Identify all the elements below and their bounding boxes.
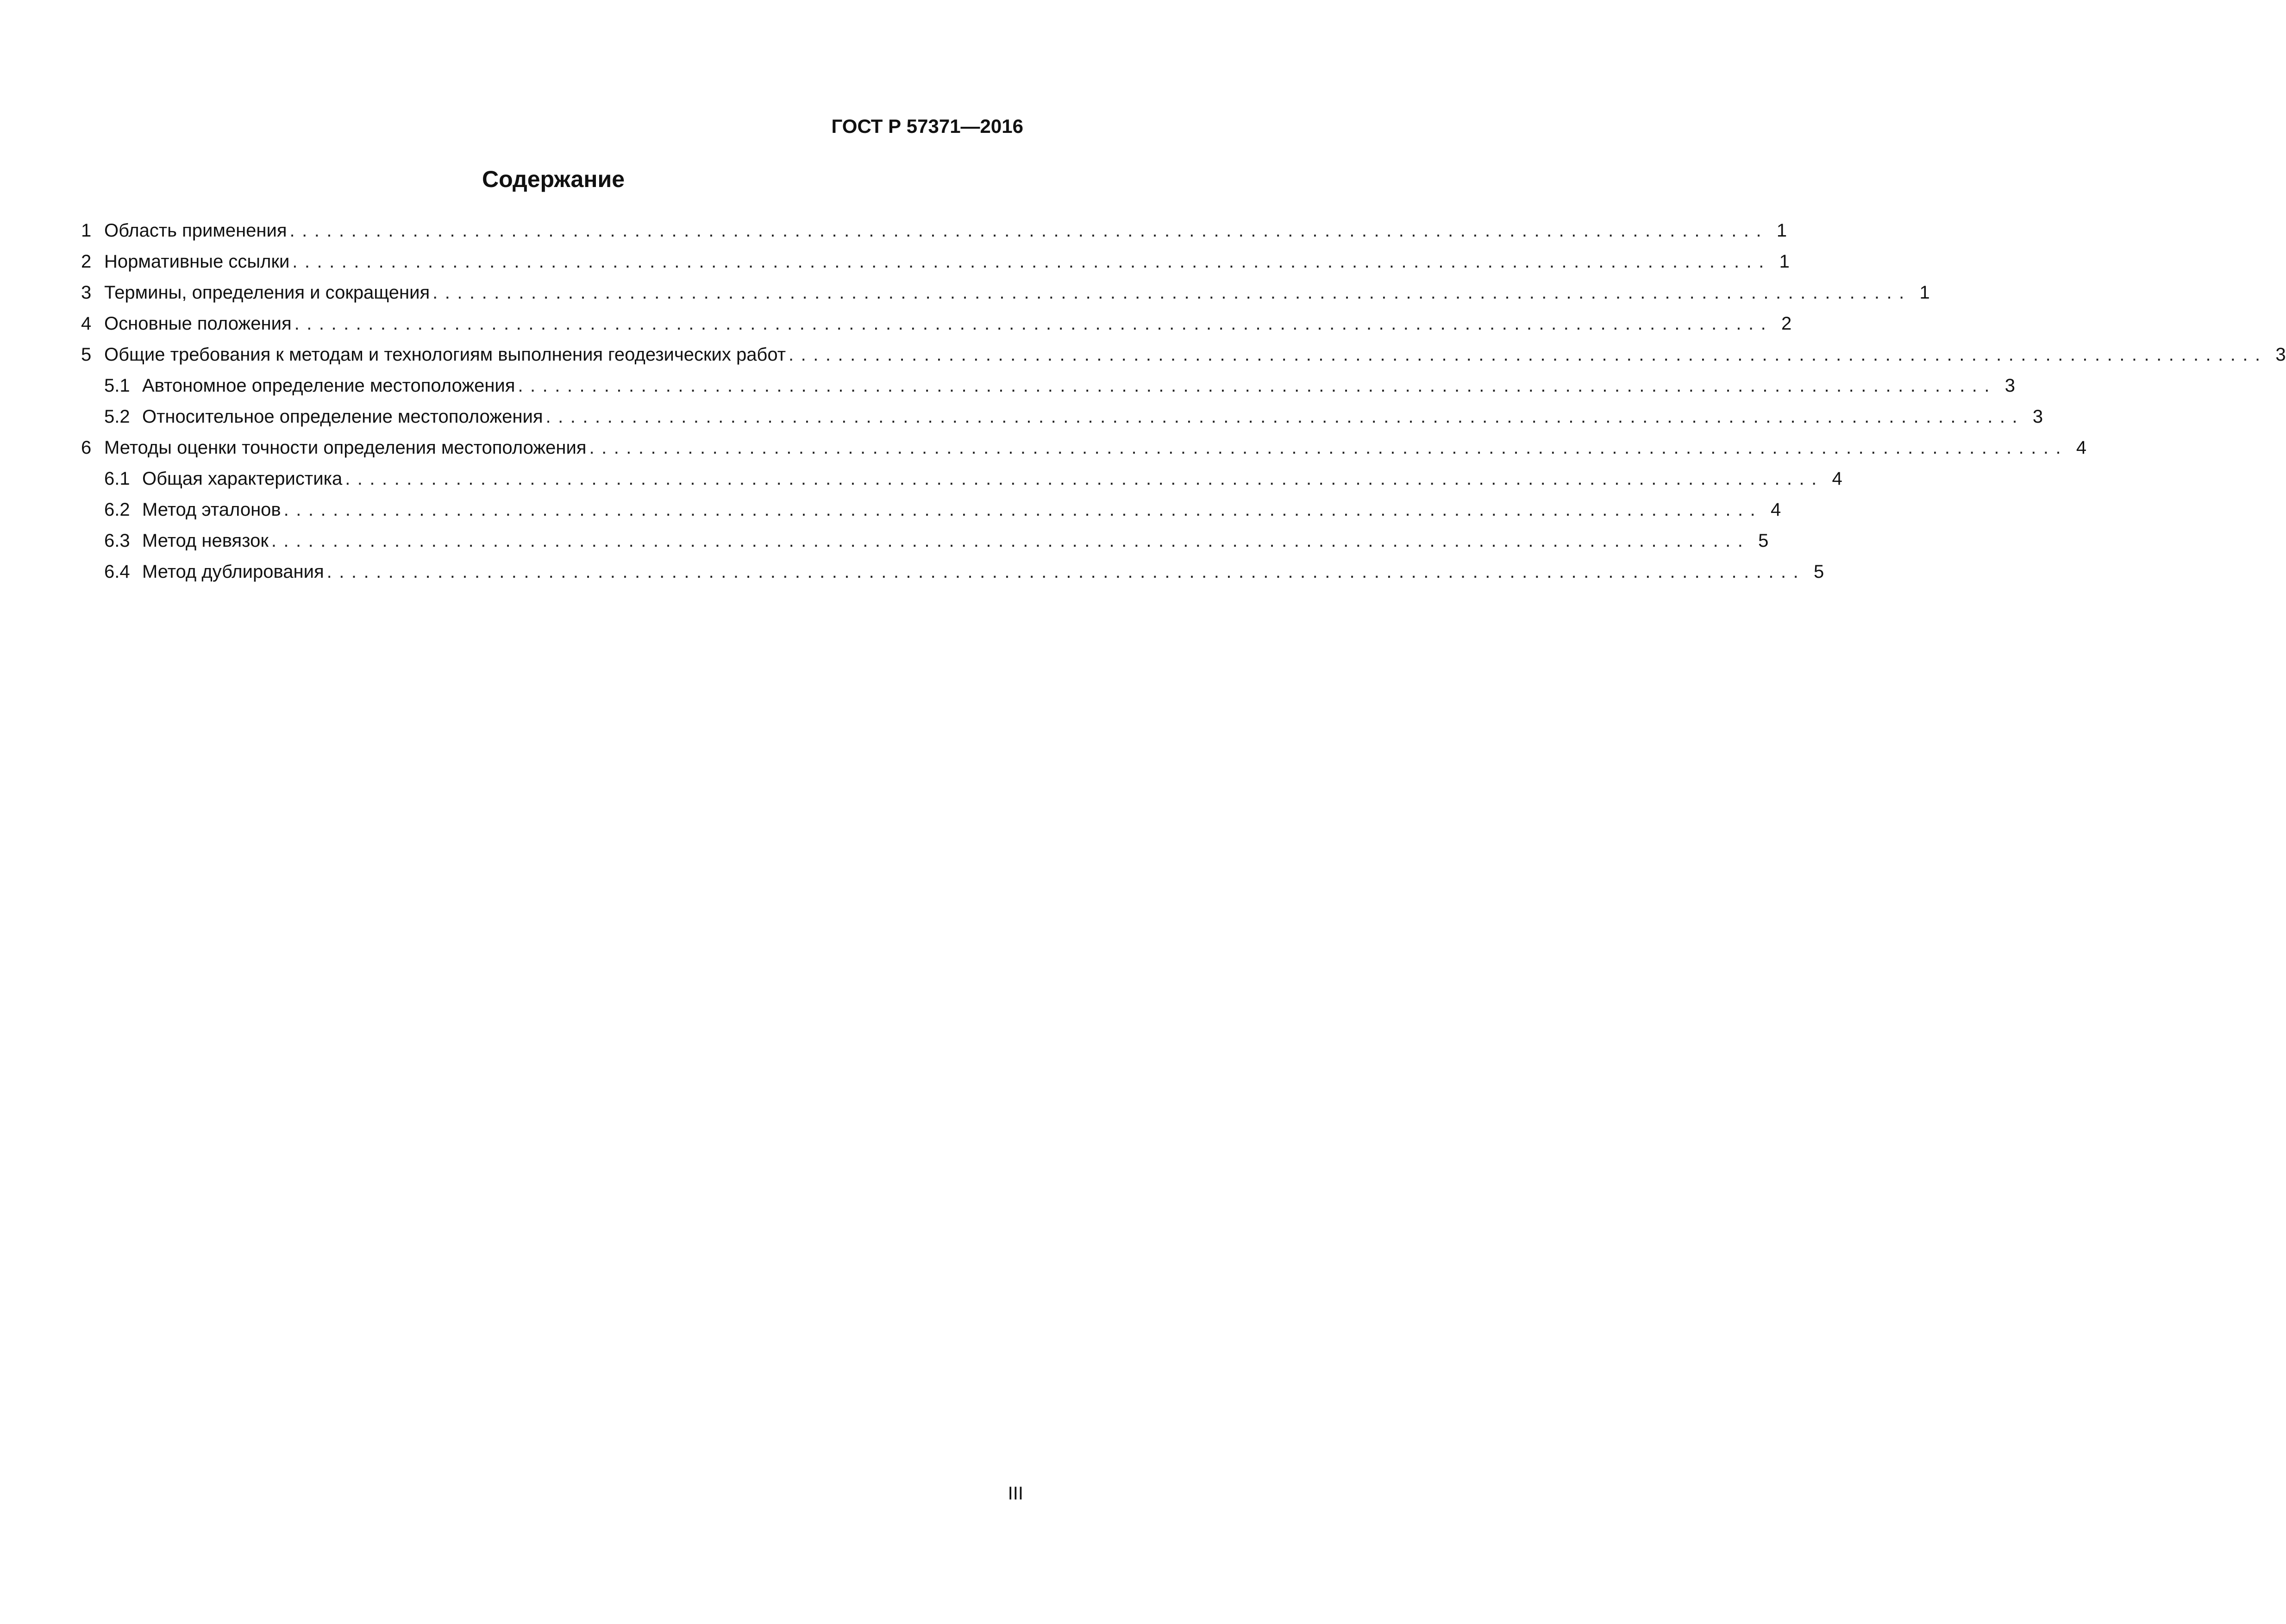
toc-entry-number: 2 [81, 251, 92, 272]
dot-leader: ........................................................................................................................ [789, 344, 2267, 365]
toc-entry-title: Автономное определение местоположения [142, 375, 515, 396]
toc-entry-page: 2 [1781, 313, 1792, 334]
toc-entry-page: 1 [1776, 220, 1787, 241]
dot-leader: ........................................................................................................................ [345, 468, 1824, 489]
toc-entry-page: 3 [2275, 344, 2286, 365]
toc-entry[interactable] [81, 404, 2043, 435]
toc-entry[interactable] [81, 280, 1930, 311]
dot-leader: ........................................................................................................................ [545, 406, 2025, 427]
toc-entry-number: 1 [81, 220, 92, 241]
toc-entry[interactable] [81, 435, 2087, 466]
toc-entry-title: Метод дублирования [142, 562, 324, 582]
dot-leader: ........................................................................................................................ [292, 251, 1771, 272]
table-of-contents [81, 218, 2286, 590]
toc-entry-title: Основные положения [104, 313, 292, 334]
toc-entry-title: Общая характеристика [142, 468, 343, 489]
toc-entry-number: 5 [81, 344, 92, 365]
toc-entry-page: 3 [2032, 406, 2043, 427]
toc-entry-number: 6.1 [104, 468, 130, 489]
toc-entry-number: 4 [81, 313, 92, 334]
toc-entry-page: 3 [2004, 375, 2016, 396]
toc-entry-title: Метод невязок [142, 531, 269, 551]
toc-entry[interactable] [81, 249, 1790, 280]
toc-entry[interactable] [81, 497, 1781, 528]
dot-leader: ........................................................................................................................ [518, 375, 1997, 396]
toc-entry-title: Метод эталонов [142, 500, 281, 520]
toc-title: Содержание [482, 166, 625, 192]
toc-entry[interactable] [81, 466, 1842, 497]
toc-entry[interactable] [81, 559, 1824, 590]
dot-leader: ........................................................................................................................ [589, 437, 2068, 458]
toc-entry-title: Методы оценки точности определения местоположения [104, 437, 587, 458]
toc-entry-title: Область применения [104, 220, 287, 241]
dot-leader: ........................................................................................................................ [432, 282, 1911, 303]
toc-entry-number: 3 [81, 282, 92, 303]
dot-leader: ........................................................................................................................ [283, 500, 1763, 520]
toc-entry[interactable] [81, 311, 1792, 342]
toc-entry[interactable] [81, 342, 2286, 373]
toc-entry-title: Нормативные ссылки [104, 251, 290, 272]
page-number: III [1008, 1483, 1023, 1504]
toc-entry-number: 5.2 [104, 406, 130, 427]
toc-entry-number: 6.4 [104, 562, 130, 582]
toc-entry-page: 4 [1771, 500, 1781, 520]
toc-entry[interactable] [81, 528, 1769, 559]
toc-entry-page: 4 [1832, 468, 1842, 489]
toc-entry-page: 5 [1813, 562, 1824, 582]
toc-entry-number: 6 [81, 437, 92, 458]
toc-entry[interactable] [81, 218, 1787, 249]
toc-entry-number: 6.3 [104, 531, 130, 551]
toc-entry-title: Относительное определение местоположения [142, 406, 543, 427]
toc-entry-page: 5 [1758, 531, 1769, 551]
toc-entry-number: 6.2 [104, 500, 130, 520]
toc-entry-page: 4 [2076, 437, 2087, 458]
toc-entry-number: 5.1 [104, 375, 130, 396]
document-code: ГОСТ Р 57371—2016 [831, 115, 1023, 137]
toc-entry-title: Общие требования к методам и технологиям выполнения геодезических работ [104, 344, 786, 365]
toc-entry-page: 1 [1919, 282, 1930, 303]
dot-leader: ........................................................................................................................ [289, 220, 1769, 241]
dot-leader: ........................................................................................................................ [294, 313, 1773, 334]
toc-entry-title: Термины, определения и сокращения [104, 282, 430, 303]
toc-entry[interactable] [81, 373, 2016, 404]
dot-leader: ........................................................................................................................ [326, 562, 1806, 582]
dot-leader: ........................................................................................................................ [271, 531, 1750, 551]
toc-entry-page: 1 [1779, 251, 1790, 272]
